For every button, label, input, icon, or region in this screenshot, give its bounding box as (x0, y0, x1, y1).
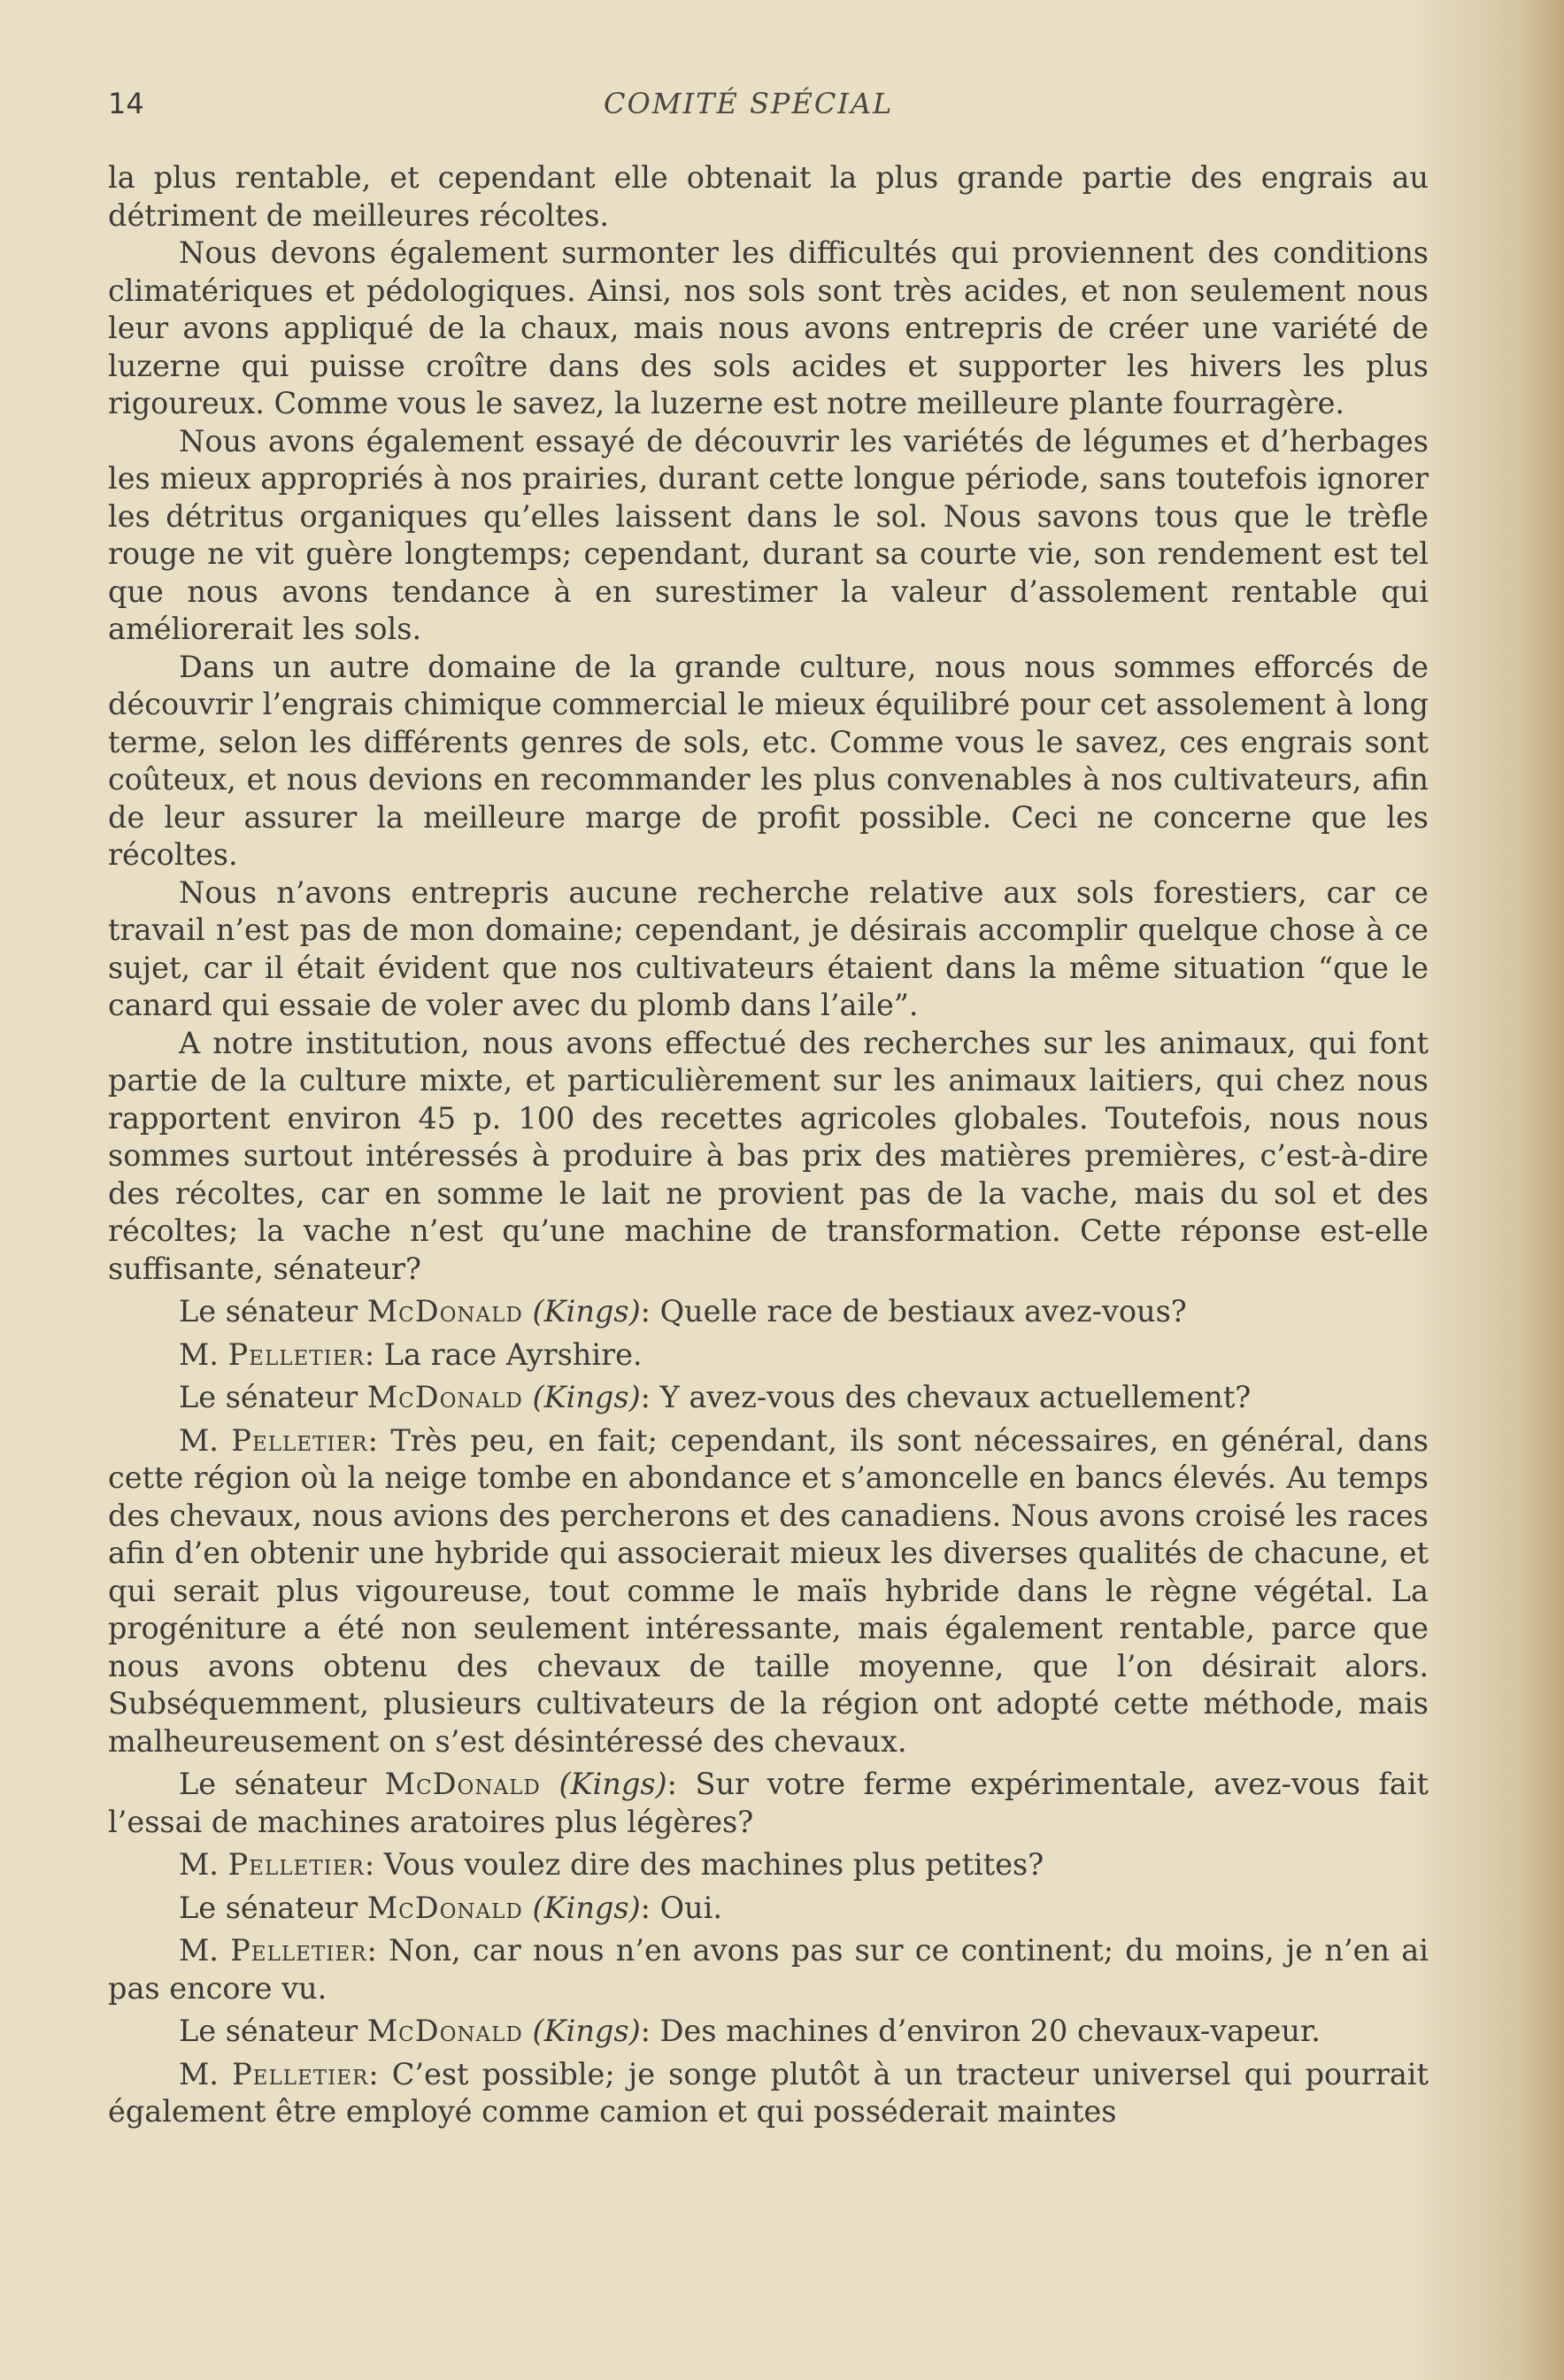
dialogue-line (108, 1890, 1429, 1928)
speaker-prefix: Le sénateur (179, 1294, 367, 1329)
dialogue-text: : Y avez-vous des chevaux actuellement? (640, 1380, 1252, 1414)
dialogue-line (108, 1932, 1429, 2007)
dialogue-line (108, 2056, 1429, 2131)
speaker-riding: (Kings) (532, 1380, 641, 1414)
dialogue-line (108, 1846, 1429, 1884)
speaker-riding: (Kings) (532, 2014, 641, 2048)
paragraph: Nous avons également essayé de découvrir les variétés de légumes et d’herbages les mieux appropriés à nos prairies, durant cette longue période, sans toutefois ignorer les détritus organiques qu’elles laissent dans le sol. Nous savons tous que le trèfle rouge ne vit guère longtemps; cependant, durant sa courte vie, son rendement est tel que nous avons tendance à en surestimer la valeur d’assolement rentable qui améliorerait les sols. (108, 423, 1429, 646)
paragraph: Dans un autre domaine de la grande culture, nous nous sommes efforcés de découvrir l’engrais chimique commercial le mieux équilibré pour cet assolement à long terme, selon les différents genres de sols, etc. Comme vous le savez, ces engrais sont coûteux, et nous devions en recommander les plus convenables à nos cultivateurs, afin de leur assurer la meilleure marge de profit possible. Ceci ne concerne que les récoltes. (108, 649, 1429, 872)
paragraph: la plus rentable, et cependant elle obtenait la plus grande partie des engrais au détriment de meilleures récoltes. (108, 160, 1429, 233)
speaker-prefix: Le sénateur (179, 1767, 385, 1801)
dialogue-line (108, 1293, 1429, 1331)
speaker-name: McDonald (366, 1890, 523, 1925)
paragraph: Nous n’avons entrepris aucune recherche relative aux sols forestiers, car ce travail n’est pas de mon domaine; cependant, je désirais accomplir quelque chose à ce sujet, car il était évident que nos cultivateurs étaient dans la même situation “que le canard qui essaie de voler avec du plomb dans l’aile”. (108, 874, 1429, 1022)
dialogue-text: : C’est possible; je songe plutôt à un tracteur universel qui pourrait également être employé comme camion et qui posséderait maintes (108, 2056, 1429, 2129)
speaker-riding: (Kings) (532, 1890, 641, 1925)
speaker-prefix: M. (179, 1422, 232, 1458)
speaker-prefix: Le sénateur (179, 1380, 367, 1414)
page-header (108, 87, 1436, 131)
dialogue-text: : Non, car nous n’en avons pas sur ce continent; du moins, je n’en ai pas encore vu. (108, 1933, 1429, 2006)
dialogue-text: : Oui. (640, 1890, 722, 1925)
dialogue-line (108, 1379, 1429, 1417)
speaker-name: McDonald (366, 1294, 523, 1329)
speaker-name: McDonald (366, 2014, 523, 2048)
speaker-prefix: M. (179, 2056, 233, 2091)
speaker-prefix: M. (179, 1933, 231, 1968)
speaker-name: Pelletier (231, 1422, 368, 1458)
running-title: COMITÉ SPÉCIAL (604, 87, 894, 120)
dialogue-line (108, 2013, 1429, 2051)
dialogue-text: : Vous voulez dire des machines plus petites? (364, 1847, 1044, 1882)
speaker-name: McDonald (366, 1380, 523, 1414)
speaker-prefix: M. (179, 1847, 228, 1882)
speaker-prefix: Le sénateur (179, 2014, 367, 2048)
dialogue-line (108, 1766, 1429, 1841)
dialogue-text: : Quelle race de bestiaux avez-vous? (640, 1294, 1187, 1329)
speaker-name: Pelletier (227, 1847, 365, 1882)
dialogue-text: : Des machines d’environ 20 chevaux-vapeur. (640, 2014, 1321, 2048)
body-text (108, 159, 1429, 2131)
speaker-name: McDonald (384, 1767, 541, 1801)
speaker-riding: (Kings) (532, 1294, 641, 1329)
paragraph: A notre institution, nous avons effectué des recherches sur les animaux, qui font partie de la culture mixte, et particulièrement sur les animaux laitiers, qui chez nous rapportent environ 45 p. 100 des recettes agricoles globales. Toutefois, nous nous sommes surtout intéressés à produire à bas prix des matières premières, c’est-à-dire des récoltes, car en somme le lait ne provient pas de la vache, mais du sol et des récoltes; la vache n’est qu’une machine de transformation. Cette réponse est-elle suffisante, sénateur? (108, 1025, 1429, 1286)
speaker-name: Pelletier (230, 1933, 367, 1968)
page-number: 14 (108, 87, 144, 120)
dialogue-line (108, 1336, 1429, 1375)
speaker-prefix: M. (179, 1336, 228, 1372)
paragraph: Nous devons également surmonter les difficultés qui proviennent des conditions climatériques et pédologiques. Ainsi, nos sols sont très acides, et non seulement nous leur avons appliqué de la chaux, mais nous avons entrepris de créer une variété de luzerne qui puisse croître dans des sols acides et supporter les hivers les plus rigoureux. Comme vous le savez, la luzerne est notre meilleure plante fourragère. (108, 235, 1429, 420)
dialogue-text: : La race Ayrshire. (364, 1336, 643, 1372)
speaker-prefix: Le sénateur (179, 1890, 367, 1925)
speaker-name: Pelletier (227, 1336, 365, 1372)
dialogue-text: : Très peu, en fait; cependant, ils sont nécessaires, en général, dans cette région où la neige tombe en abondance et s’amoncelle en bancs élevés. Au temps des chevaux, nous avions des percherons et des canadiens. Nous avons croisé les races afin d’en obtenir une hybride qui associerait mieux les diverses qualités de chacune, et qui serait plus vigoureuse, tout comme le maïs hybride dans le règne végétal. La progéniture a été non seulement intéressante, mais également rentable, parce que nous avons obtenu des chevaux de taille moyenne, que l’on désirait alors. Subséquemment, plusieurs cultivateurs de la région ont adopté cette méthode, mais malheureusement on s’est désintéressé des chevaux. (108, 1422, 1429, 1759)
dialogue-line (108, 1422, 1429, 1761)
speaker-riding: (Kings) (559, 1767, 667, 1801)
dialogue-text: : Sur votre ferme expérimentale, avez-vous fait l’essai de machines aratoires plus légères? (108, 1767, 1429, 1839)
speaker-name: Pelletier (232, 2056, 369, 2091)
